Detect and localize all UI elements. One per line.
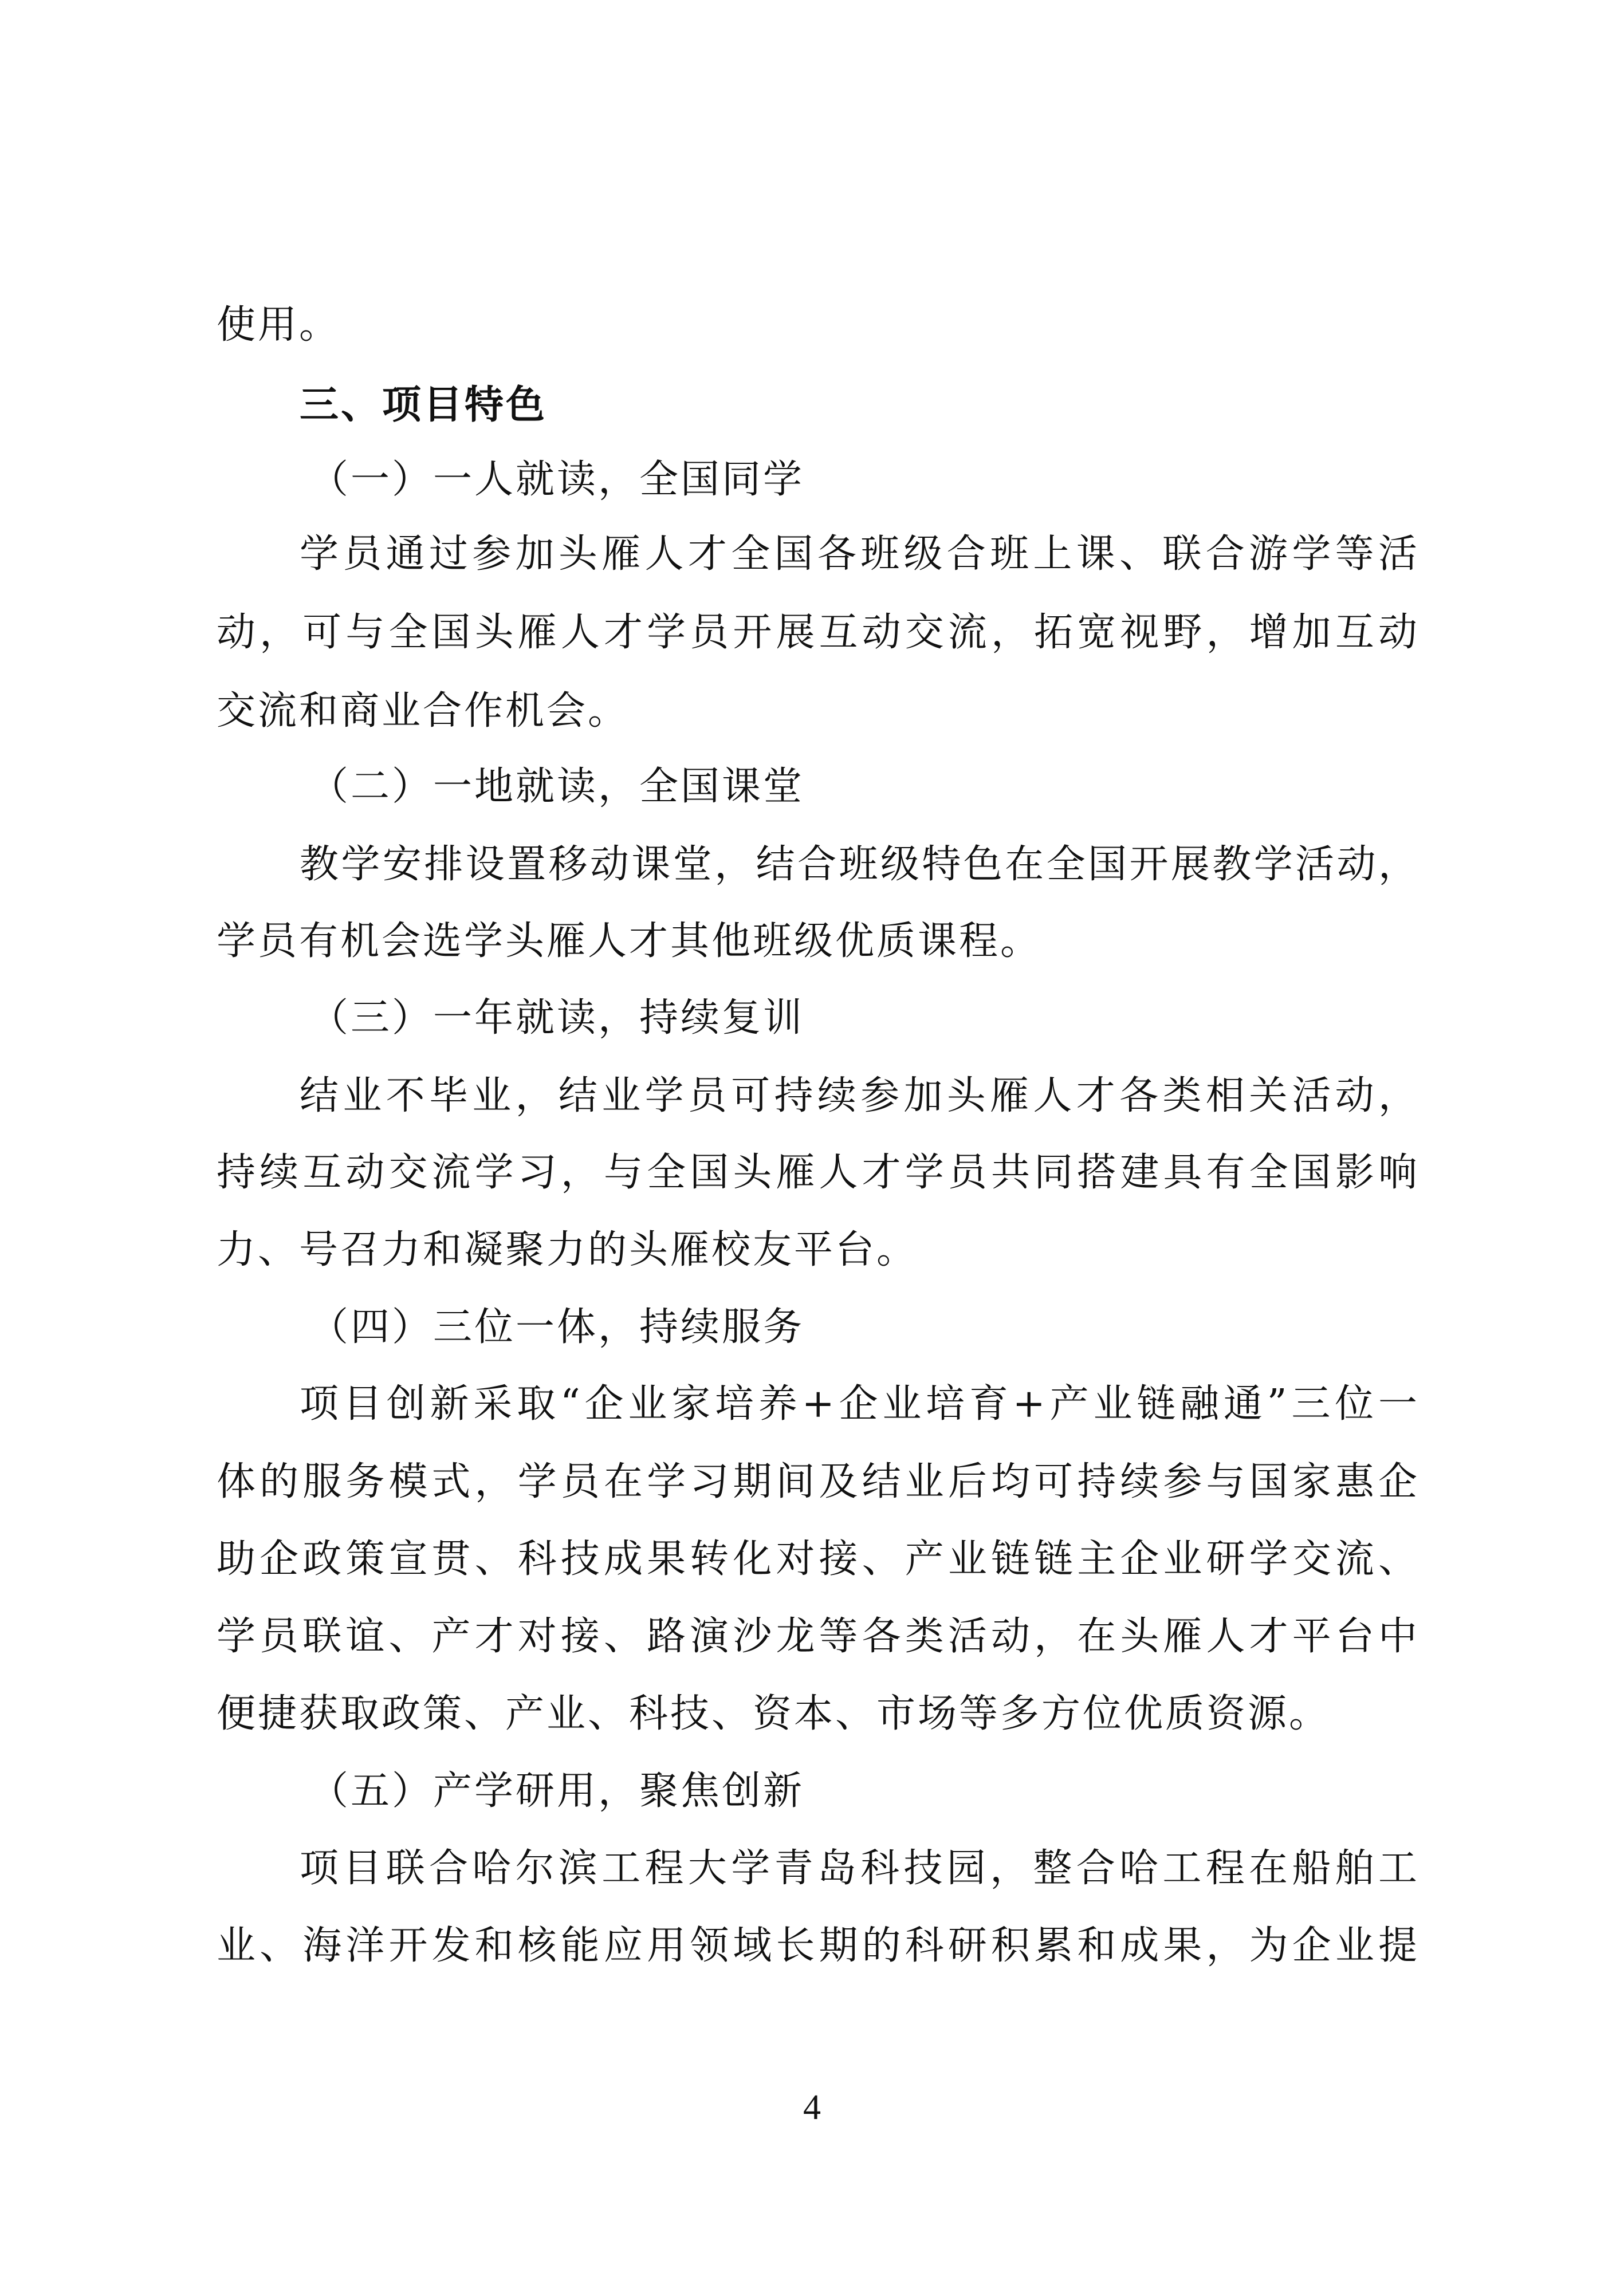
paragraph-line: 学员有机会选学头雁人才其他班级优质课程。 bbox=[217, 919, 1042, 964]
subsection-heading: （四）三位一体，持续服务 bbox=[309, 1305, 805, 1350]
page-number: 4 bbox=[803, 2088, 821, 2127]
subsection-heading: （五）产学研用，聚焦创新 bbox=[309, 1769, 805, 1814]
paragraph-line: 结业不毕业，结业学员可持续参加头雁人才各类相关活动， bbox=[300, 1073, 1419, 1119]
paragraph-line: 学员联谊、产才对接、路演沙龙等各类活动，在头雁人才平台中 bbox=[217, 1614, 1419, 1659]
paragraph-line: 业、海洋开发和核能应用领域长期的科研积累和成果，为企业提 bbox=[217, 1923, 1419, 1968]
subsection-heading: （一）一人就读，全国同学 bbox=[309, 457, 805, 502]
paragraph-line: 学员通过参加头雁人才全国各班级合班上课、联合游学等活 bbox=[300, 531, 1419, 577]
paragraph-line: 教学安排设置移动课堂，结合班级特色在全国开展教学活动， bbox=[300, 842, 1419, 887]
section-heading: 三、项目特色 bbox=[300, 383, 548, 428]
paragraph-line: 持续互动交流学习，与全国头雁人才学员共同搭建具有全国影响 bbox=[217, 1150, 1419, 1195]
paragraph-line: 项目创新采取“企业家培养+企业培育+产业链融通”三位一 bbox=[300, 1381, 1419, 1427]
subsection-heading: （二）一地就读，全国课堂 bbox=[309, 764, 805, 809]
paragraph-line: 力、号召力和凝聚力的头雁校友平台。 bbox=[217, 1227, 918, 1273]
paragraph-line: 动，可与全国头雁人才学员开展互动交流，拓宽视野，增加互动 bbox=[217, 610, 1419, 655]
subsection-heading: （三）一年就读，持续复训 bbox=[309, 995, 805, 1041]
paragraph-line: 助企政策宣贯、科技成果转化对接、产业链链主企业研学交流、 bbox=[217, 1537, 1419, 1582]
paragraph-line: 交流和商业合作机会。 bbox=[217, 688, 630, 734]
paragraph-line: 项目联合哈尔滨工程大学青岛科技园，整合哈工程在船舶工 bbox=[300, 1846, 1419, 1891]
paragraph-line: 使用。 bbox=[217, 302, 341, 348]
paragraph-line: 体的服务模式，学员在学习期间及结业后均可持续参与国家惠企 bbox=[217, 1459, 1419, 1505]
paragraph-line: 便捷获取政策、产业、科技、资本、市场等多方位优质资源。 bbox=[217, 1691, 1331, 1736]
